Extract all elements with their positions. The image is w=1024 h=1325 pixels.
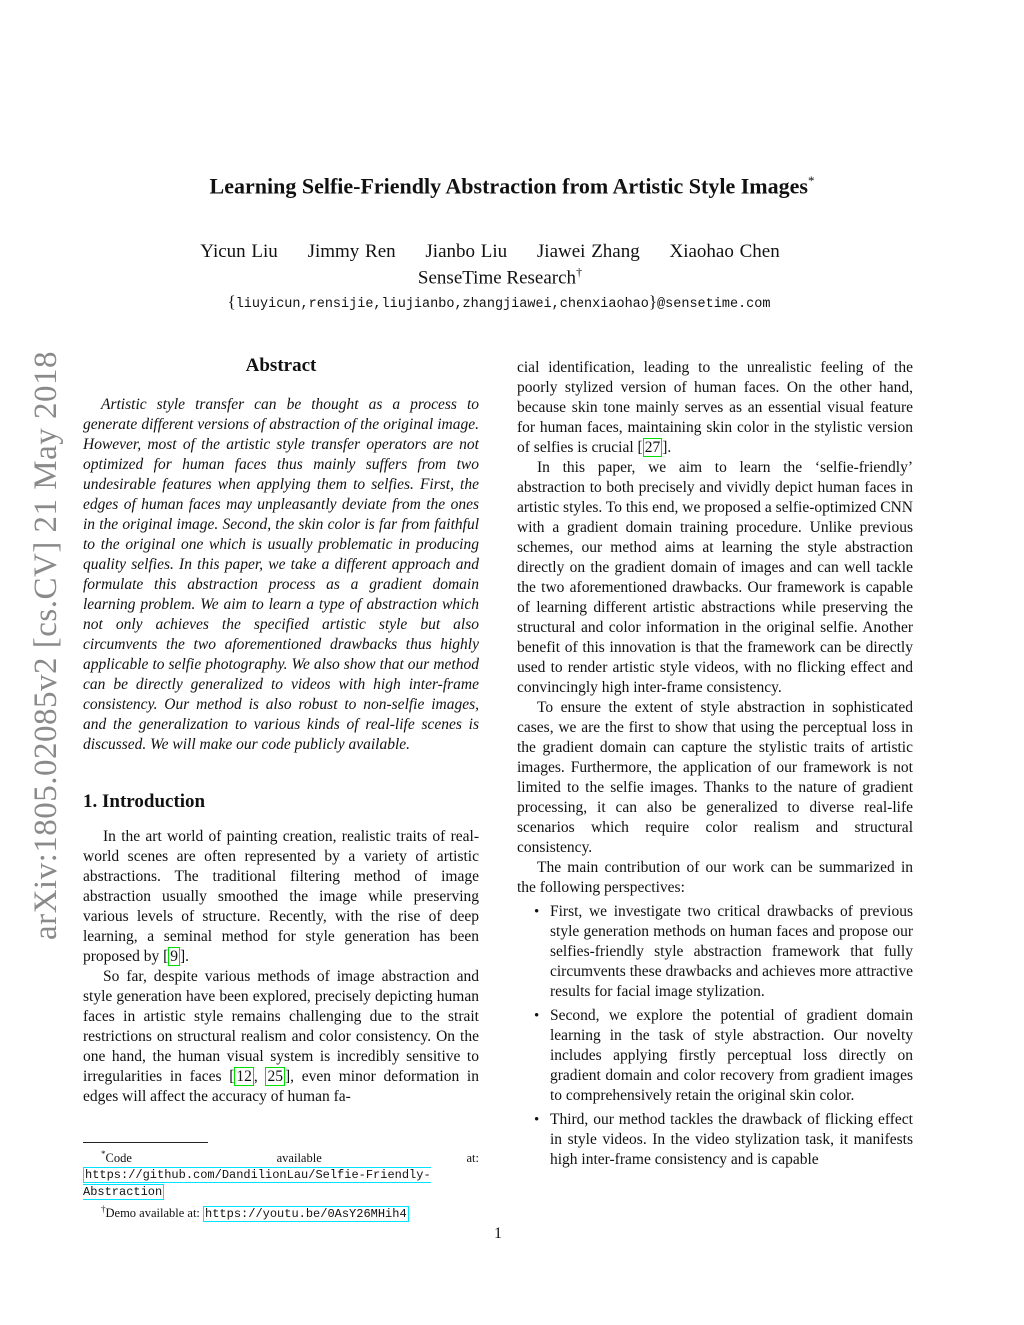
right-p1-end: ]. xyxy=(662,439,672,456)
arxiv-stamp xyxy=(22,345,72,945)
contribution-text: Third, our method tackles the drawback of flicking effect in style videos. In the video stylization task, it manifests high inter-frame consistency and is capable xyxy=(550,1111,913,1168)
intro-paragraph-2 xyxy=(83,967,479,1107)
introduction-heading: 1. Introduction xyxy=(83,791,206,812)
paper-title-text: Learning Selfie-Friendly Abstraction from Artistic Style Images xyxy=(209,173,808,199)
affiliation xyxy=(0,265,1000,289)
intro-p2-end: ], even minor deformation in edges will affect the accuracy of human fa- xyxy=(83,1068,479,1105)
email-brace-open: { xyxy=(227,292,236,311)
paper-title xyxy=(0,173,1024,199)
contribution-list xyxy=(517,902,913,1170)
footnote-rule xyxy=(83,1142,208,1143)
abstract-text: Artistic style transfer can be thought as a process to generate different versions of abstraction of the original image. However, most of the artistic style transfer operators are not optimized for human faces thus mainly suffers from two undesirable features when applying them to selfies. First, the edges of human faces may unpleasantly deviate from the ones in the original image. Second, the skin color is far from faithful to the original one which is usually problematic in producing quality selfies. In this paper, we take a different approach and formulate this abstraction process as a gradient domain learning problem. We aim to learn a type of abstraction which not only achieves the specified artistic style but also circumvents the two aforementioned drawbacks thus highly applicable to selfie photography. We also show that our method can be directly generalized to videos with high inter-frame consistency. Our method is also robust to non-selfie images, and the generalization to various kinds of real-life scenes is discussed. We will make our code publicly available. xyxy=(83,396,479,753)
arxiv-stamp-text: arXiv:1805.02085v2 [cs.CV] 21 May 2018 xyxy=(28,350,65,940)
affiliation-text: SenseTime Research xyxy=(417,267,577,289)
abstract-heading: Abstract xyxy=(245,355,317,376)
right-column xyxy=(517,358,913,1174)
list-item xyxy=(517,902,913,1002)
intro-p1-text: In the art world of painting creation, realistic traits of real-world scenes are often represented by a variety of artistic abstractions. The traditional filtering method of image abstraction usually smoothed the image while preserving various levels of structure. Recently, with the rise of deep learning, a seminal method for style generation has been proposed by [ xyxy=(83,828,479,965)
author-name: Xiaohao Chen xyxy=(669,241,780,262)
author-list xyxy=(0,241,980,263)
right-paragraph-2: In this paper, we aim to learn the ‘selfie-friendly’ abstraction to both precisely and vividly depict human faces in artistic styles. To this end, we proposed a selfie-optimized CNN with a gradient domain training procedure. Unlike previous schemes, our method aims at learning the style abstraction directly on the gradient domain of images and can well tackle the two aforementioned drawbacks. Our framework is capable of learning different artistic abstractions while preserving the structural and color information in the original selfie. Another benefit of this innovation is that the framework can be directly used to render artistic style videos, with no flicking effect and convincingly high inter-frame consistency. xyxy=(517,459,913,696)
page-number: 1 xyxy=(494,1225,502,1242)
contribution-text: First, we investigate two critical drawbacks of previous style generation methods on human faces and propose our selfies-friendly style abstraction framework that fully circumvents these drawbacks and achieves more attractive results for facial image stylization. xyxy=(550,903,913,1000)
footnote-code xyxy=(83,1146,479,1200)
right-p1-text: cial identification, leading to the unrealistic feeling of the poorly stylized version of human faces. On the other hand, because skin tone mainly serves as an essential visual feature for human faces, maintaining skin color in the stylistic version of selfies is crucial [ xyxy=(517,359,913,456)
affiliation-footnote-mark: † xyxy=(576,265,583,279)
demo-url-link[interactable]: https://youtu.be/0AsY26MHih4 xyxy=(205,1207,407,1222)
bullet-icon: • xyxy=(534,1008,540,1024)
right-paragraph-3: To ensure the extent of style abstraction in sophisticated cases, we are the first to show that using the perceptual loss in the gradient domain can capture the stylistic traits of artistic images. Furthermore, the application of our framework is not limited to the selfie images. Thanks to the nature of gradient processing, it can also be generalized to diverse real-life scenarios which require color realism and structural consistency. xyxy=(517,699,913,856)
citation-link[interactable]: 12 xyxy=(236,1068,252,1085)
footnote-demo xyxy=(83,1201,479,1222)
citation-separator: , xyxy=(253,1068,266,1085)
footnote-demo-text: Demo available at: xyxy=(105,1206,204,1221)
author-emails xyxy=(0,292,998,312)
footnote-code-text: Code available at: xyxy=(105,1151,479,1166)
intro-p1-end: ]. xyxy=(180,948,190,965)
code-url-link[interactable]: https://github.com/DandilionLau/Selfie-Friendly-Abstraction xyxy=(83,1168,431,1200)
author-name: Jiawei Zhang xyxy=(536,241,640,262)
author-name: Jianbo Liu xyxy=(425,241,508,262)
right-paragraph-4: The main contribution of our work can be summarized in the following perspectives: xyxy=(517,859,913,896)
title-footnote-mark: * xyxy=(807,173,815,188)
email-brace-close: } xyxy=(648,292,658,311)
footnote-mark: * xyxy=(101,1149,106,1159)
contribution-text: Second, we explore the potential of gradient domain learning in the task of style abstraction. Our novelty includes applying firstly perceptual loss directly on gradient domain and color recovery from gradient images to comprehensively retain the original skin color. xyxy=(550,1007,913,1104)
email-domain: @sensetime.com xyxy=(657,297,771,312)
citation-link[interactable]: 9 xyxy=(170,948,178,965)
email-names: liuyicun,rensijie,liujianbo,zhangjiawei,chenxiaohao xyxy=(235,297,649,312)
citation-link[interactable]: 27 xyxy=(644,439,661,456)
list-item xyxy=(517,1110,913,1170)
footnotes xyxy=(83,1142,479,1222)
left-column xyxy=(83,355,479,1107)
intro-paragraph-1 xyxy=(83,827,479,967)
intro-p2-text: So far, despite various methods of image abstraction and style generation have been explored, precisely depicting human faces in artistic style remains challenging due to the strait restrictions on structural realism and color consistency. On the one hand, the human visual system is incredibly sensitive to irregularities in faces [ xyxy=(83,968,479,1085)
author-name: Yicun Liu xyxy=(200,241,278,262)
list-item xyxy=(517,1006,913,1106)
citation-link[interactable]: 25 xyxy=(267,1068,283,1085)
bullet-icon: • xyxy=(534,904,540,920)
footnote-mark: † xyxy=(101,1204,106,1215)
bullet-icon: • xyxy=(534,1112,540,1128)
author-name: Jimmy Ren xyxy=(307,241,396,262)
right-paragraph-1 xyxy=(517,358,913,458)
